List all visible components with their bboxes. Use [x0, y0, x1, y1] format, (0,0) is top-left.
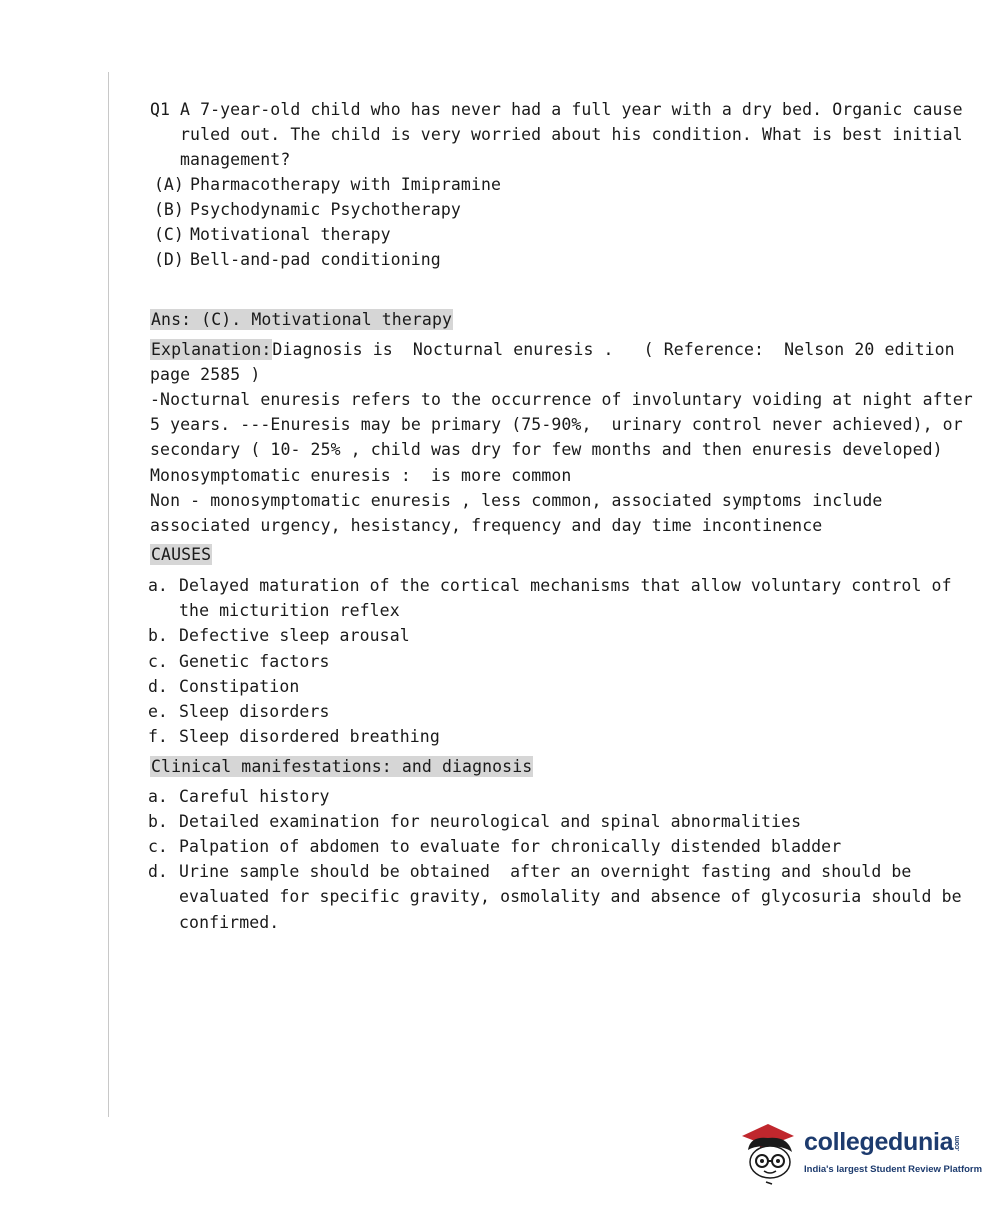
list-item: Urine sample should be obtained after an overnight fasting and should be	[179, 862, 912, 881]
clinical-heading: Clinical manifestations: and diagnosis	[151, 757, 533, 776]
list-marker: a.	[148, 576, 168, 595]
list-item: the micturition reflex	[179, 601, 400, 620]
question-line: management?	[180, 150, 291, 169]
explanation-line: 5 years. ---Enuresis may be primary (75-90%, urinary control never achieved), or	[150, 415, 963, 434]
list-item: confirmed.	[179, 913, 280, 932]
option-label: (D)	[154, 250, 184, 269]
logo-wordmark	[804, 1128, 961, 1157]
list-marker: b.	[148, 812, 168, 831]
explanation-first-line	[150, 339, 955, 361]
answer-highlight: Ans: (C). Motivational therapy	[151, 310, 453, 329]
list-marker: c.	[148, 837, 168, 856]
option-text: Bell-and-pad conditioning	[190, 250, 441, 269]
answer-line	[150, 309, 453, 331]
list-marker: f.	[148, 727, 168, 746]
list-item: Palpation of abdomen to evaluate for chronically distended bladder	[179, 837, 842, 856]
list-item: Careful history	[179, 787, 330, 806]
logo-suffix: .com	[954, 1135, 962, 1151]
list-item: Genetic factors	[179, 652, 330, 671]
causes-heading: CAUSES	[151, 545, 212, 564]
list-item: Delayed maturation of the cortical mechanisms that allow voluntary control of	[179, 576, 952, 595]
explanation-line: -Nocturnal enuresis refers to the occurrence of involuntary voiding at night after	[150, 390, 973, 409]
list-item: evaluated for specific gravity, osmolality and absence of glycosuria should be	[179, 887, 962, 906]
list-item: Sleep disordered breathing	[179, 727, 440, 746]
list-item: Detailed examination for neurological and spinal abnormalities	[179, 812, 802, 831]
list-marker: c.	[148, 652, 168, 671]
logo-name: collegedunia	[804, 1128, 954, 1156]
clinical-heading-line	[150, 756, 533, 778]
logo-tagline: India's largest Student Review Platform	[804, 1164, 983, 1175]
list-item: Defective sleep arousal	[179, 626, 410, 645]
explanation-line: secondary ( 10- 25% , child was dry for few months and then enuresis developed)	[150, 440, 943, 459]
explanation-diagnosis: Diagnosis is Nocturnal enuresis . ( Reference: Nelson 20 edition	[272, 340, 955, 359]
explanation-line: page 2585 )	[150, 365, 261, 384]
list-marker: b.	[148, 626, 168, 645]
list-item: Constipation	[179, 677, 300, 696]
margin-rule	[108, 72, 109, 1117]
option-label: (A)	[154, 175, 184, 194]
option-label: (C)	[154, 225, 184, 244]
explanation-line: Non - monosymptomatic enuresis , less common, associated symptoms include	[150, 491, 883, 510]
option-label: (B)	[154, 200, 184, 219]
option-text: Pharmacotherapy with Imipramine	[190, 175, 502, 194]
causes-heading-line	[150, 544, 212, 566]
list-marker: d.	[148, 862, 168, 881]
question-line: ruled out. The child is very worried about his condition. What is best initial	[180, 125, 963, 144]
list-item: Sleep disorders	[179, 702, 330, 721]
list-marker: a.	[148, 787, 168, 806]
list-marker: e.	[148, 702, 168, 721]
option-text: Psychodynamic Psychotherapy	[190, 200, 461, 219]
mascot-icon	[738, 1116, 804, 1188]
list-marker: d.	[148, 677, 168, 696]
explanation-label: Explanation:	[151, 340, 272, 359]
explanation-line: Monosymptomatic enuresis : is more common	[150, 466, 572, 485]
explanation-line: associated urgency, hesistancy, frequency and day time incontinence	[150, 516, 823, 535]
collegedunia-logo	[738, 1116, 983, 1188]
question-number: Q1	[150, 100, 171, 119]
question-line: A 7-year-old child who has never had a full year with a dry bed. Organic cause	[180, 100, 963, 119]
option-text: Motivational therapy	[190, 225, 391, 244]
